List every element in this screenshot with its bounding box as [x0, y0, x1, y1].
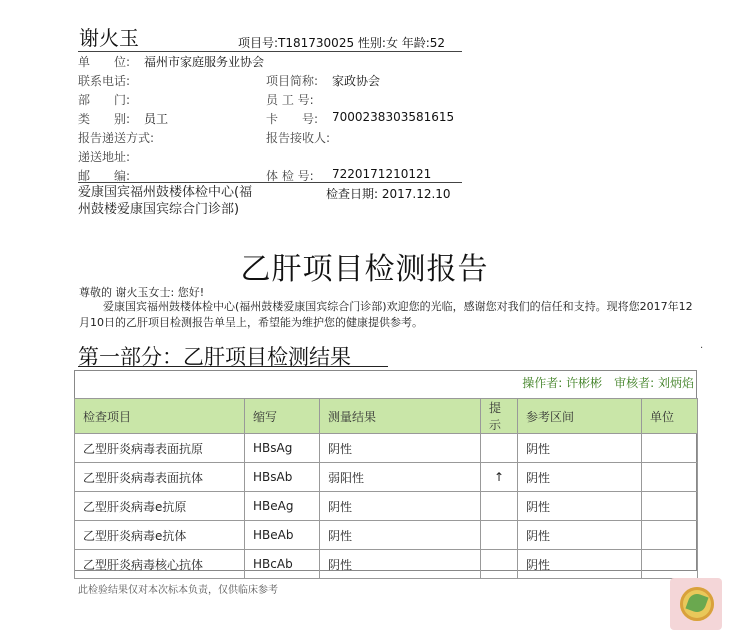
cell-hint: [481, 492, 518, 521]
stray-dot: .: [700, 340, 704, 351]
table-row: [75, 550, 698, 579]
table-row: [75, 492, 698, 521]
department-label: 部 门:: [78, 93, 131, 107]
col-header-unit: 单位: [642, 399, 698, 434]
patient-name: 谢火玉: [79, 26, 139, 50]
col-header-reference: 参考区间: [518, 399, 642, 434]
cell-result: 阴性: [320, 521, 481, 550]
cell-result: 弱阳性: [320, 463, 481, 492]
cell-reference: 阴性: [518, 463, 642, 492]
report-receiver-label: 报告接收人:: [266, 131, 331, 145]
cell-unit: [642, 521, 698, 550]
unit-label: 单 位:: [78, 55, 131, 69]
cell-abbr: HBcAb: [245, 550, 320, 579]
cell-reference: 阴性: [518, 492, 642, 521]
cell-result: 阴性: [320, 550, 481, 579]
disclaimer-footnote: 此检验结果仅对本次标本负责，仅供临床参考: [78, 585, 278, 596]
cell-reference: 阴性: [518, 521, 642, 550]
cell-item: 乙型肝炎病毒核心抗体: [75, 550, 245, 579]
header-divider: [78, 51, 462, 52]
postcode-label: 邮 编:: [78, 169, 131, 183]
cell-unit: [642, 550, 698, 579]
exam-number-label: 体 检 号:: [266, 169, 314, 183]
delivery-address-label: 递送地址:: [78, 150, 131, 164]
col-header-item: 检查项目: [75, 399, 245, 434]
cell-hint: ↑: [481, 463, 518, 492]
greeting: 尊敬的 谢火玉女士: 您好!: [79, 286, 205, 299]
cell-hint: [481, 521, 518, 550]
table-row: [75, 463, 698, 492]
project-short-label: 项目简称:: [266, 74, 319, 88]
table-row: [75, 521, 698, 550]
results-table: [74, 398, 698, 579]
cell-item: 乙型肝炎病毒表面抗体: [75, 463, 245, 492]
cell-reference: 阴性: [518, 434, 642, 463]
intro-paragraph: 爱康国宾福州鼓楼体检中心(福州鼓楼爱康国宾综合门诊部)欢迎您的光临，感谢您对我们的信任和支持。现将您2017年12月10日的乙肝项目检测报告单呈上，希望能为维护您的健康提供参考。: [79, 300, 693, 329]
cell-abbr: HBeAb: [245, 521, 320, 550]
unit-value: 福州市家庭服务业协会: [144, 55, 265, 69]
col-header-result: 测量结果: [320, 399, 481, 434]
exam-date: 检查日期: 2017.12.10: [326, 187, 451, 201]
cell-unit: [642, 492, 698, 521]
category-value: 员工: [144, 112, 169, 126]
category-label: 类 别:: [78, 112, 131, 126]
project-info-line: 项目号:T181730025 性别:女 年龄:52: [238, 36, 446, 50]
operator-line: 操作者: 许彬彬 审核者: 刘炳焰: [522, 376, 694, 390]
employee-id-label: 员 工 号:: [266, 93, 314, 107]
col-header-hint: 提示: [481, 399, 518, 434]
phone-label: 联系电话:: [78, 74, 131, 88]
delivery-method-label: 报告递送方式:: [78, 131, 155, 145]
card-number-label: 卡 号:: [266, 112, 319, 126]
col-header-abbr: 缩写: [245, 399, 320, 434]
cell-result: 阴性: [320, 492, 481, 521]
cell-unit: [642, 434, 698, 463]
cell-item: 乙型肝炎病毒e抗体: [75, 521, 245, 550]
exam-number-value: 7220171210121: [332, 167, 432, 181]
section-title: 第一部分：乙肝项目检测结果: [78, 345, 351, 369]
cell-abbr: HBsAb: [245, 463, 320, 492]
card-number-value: 7000238303581615: [332, 110, 455, 124]
cell-abbr: HBsAg: [245, 434, 320, 463]
cell-hint: [481, 550, 518, 579]
cell-item: 乙型肝炎病毒e抗原: [75, 492, 245, 521]
cell-unit: [642, 463, 698, 492]
cell-reference: 阴性: [518, 550, 642, 579]
table-row: [75, 434, 698, 463]
cell-item: 乙型肝炎病毒表面抗原: [75, 434, 245, 463]
project-short-value: 家政协会: [332, 74, 381, 88]
cell-result: 阴性: [320, 434, 481, 463]
report-title: 乙肝项目检测报告: [240, 252, 489, 287]
exam-center-name: 爱康国宾福州鼓楼体检中心(福州鼓楼爱康国宾综合门诊部): [78, 185, 253, 217]
cell-abbr: HBeAg: [245, 492, 320, 521]
info-divider: [78, 182, 462, 183]
section-underline: [78, 366, 388, 367]
cell-hint: [481, 434, 518, 463]
table-header-row: [75, 399, 698, 434]
